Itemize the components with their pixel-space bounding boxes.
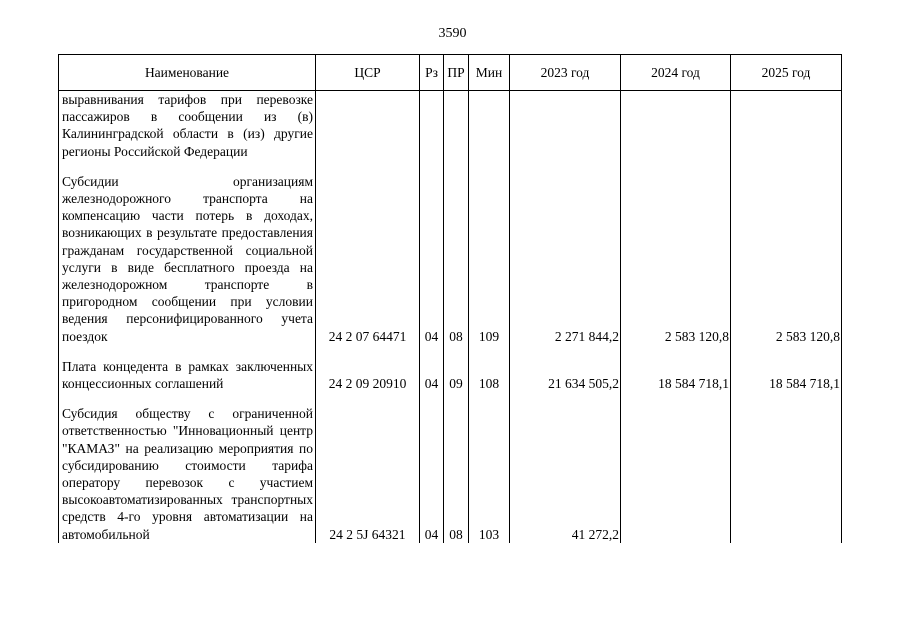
row-csr: 24 2 5J 64321: [316, 404, 420, 543]
row-spacer: [59, 160, 842, 172]
row-2023: 41 272,2: [510, 404, 621, 543]
row-rz: [420, 91, 444, 160]
header-pr: ПР: [444, 55, 469, 91]
row-rz: 04: [420, 404, 444, 543]
row-csr: 24 2 09 20910: [316, 357, 420, 392]
row-2023: [510, 91, 621, 160]
row-spacer: [59, 392, 842, 404]
row-pr: 08: [444, 404, 469, 543]
row-2024: [621, 91, 731, 160]
row-spacer: [59, 345, 842, 357]
row-2023: 21 634 505,2: [510, 357, 621, 392]
header-csr: ЦСР: [316, 55, 420, 91]
row-rz: 04: [420, 172, 444, 345]
row-name: Субсидии организациям железнодорожного транспорта на компенсацию части потерь в доходах, возникающих в результате предоставления гражданам государственной социальной услуги в виде бесплатного проезда на железнодорожном транспорте в пригородном сообщении при условии ведения персонифицированного учета поездок: [59, 172, 316, 345]
row-pr: [444, 91, 469, 160]
row-2023: 2 271 844,2: [510, 172, 621, 345]
budget-table: [58, 54, 842, 543]
header-2024: 2024 год: [621, 55, 731, 91]
row-name: Плата концедента в рамках заключенных концессионных соглашений: [59, 357, 316, 392]
row-2024: [621, 404, 731, 543]
row-min: 109: [469, 172, 510, 345]
header-2023: 2023 год: [510, 55, 621, 91]
table-row: [59, 357, 842, 392]
header-rz: Рз: [420, 55, 444, 91]
table-row: [59, 404, 842, 543]
row-2024: 2 583 120,8: [621, 172, 731, 345]
row-pr: 09: [444, 357, 469, 392]
row-name: выравнивания тарифов при перевозке пассажиров в сообщении из (в) Калининградской области в (из) другие регионы Российской Федерации: [59, 91, 316, 160]
row-min: 103: [469, 404, 510, 543]
table-header-row: [59, 55, 842, 91]
row-csr: [316, 91, 420, 160]
header-2025: 2025 год: [731, 55, 842, 91]
row-name: Субсидия обществу с ограниченной ответственностью "Инновационный центр "КАМАЗ" на реализацию мероприятия по субсидированию стоимости тарифа оператору перевозок с участием высокоавтоматизированных транспортных средств 4-го уровня автоматизации на автомобильной: [59, 404, 316, 543]
row-2025: 2 583 120,8: [731, 172, 842, 345]
row-2024: 18 584 718,1: [621, 357, 731, 392]
row-rz: 04: [420, 357, 444, 392]
header-name: Наименование: [59, 55, 316, 91]
row-min: 108: [469, 357, 510, 392]
header-min: Мин: [469, 55, 510, 91]
table-row: [59, 172, 842, 345]
row-2025: [731, 91, 842, 160]
row-min: [469, 91, 510, 160]
row-pr: 08: [444, 172, 469, 345]
page-number: 3590: [438, 26, 467, 41]
row-csr: 24 2 07 64471: [316, 172, 420, 345]
row-2025: [731, 404, 842, 543]
table-row: [59, 91, 842, 160]
row-2025: 18 584 718,1: [731, 357, 842, 392]
